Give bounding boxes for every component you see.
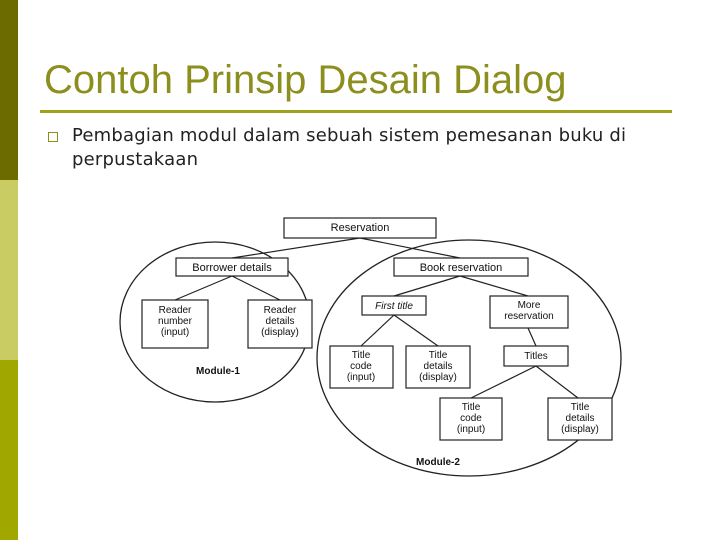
reader-details-line-1: Reader xyxy=(263,305,297,316)
title-details-1-line-3: (display) xyxy=(419,372,457,383)
reader-details-line-3: (display) xyxy=(261,327,299,338)
slide-title: Contoh Prinsip Desain Dialog xyxy=(44,58,567,102)
title-code-2-line-1: Title xyxy=(461,402,481,413)
more-reservation-line-1: More xyxy=(517,300,541,311)
bullet-text: Pembagian modul dalam sebuah sistem pemesanan buku di perpustakaan xyxy=(72,125,627,170)
reader-number-line-1: Reader xyxy=(158,305,192,316)
titles-label: Titles xyxy=(524,351,548,362)
title-code-1-line-3: (input) xyxy=(346,372,376,383)
more-reservation-line-2: reservation xyxy=(504,311,554,322)
module-1-label: Module-1 xyxy=(196,366,240,377)
title-details-1-line-2: details xyxy=(423,361,453,372)
book-reservation-label: Book reservation xyxy=(419,262,503,274)
title-details-2-line-3: (display) xyxy=(561,424,599,435)
reader-number-line-3: (input) xyxy=(160,327,190,338)
title-code-2-line-3: (input) xyxy=(456,424,486,435)
reader-details-line-2: details xyxy=(265,316,295,327)
title-code-2-line-2: code xyxy=(460,413,482,424)
first-title-label: First title xyxy=(375,301,413,312)
title-code-1-line-1: Title xyxy=(351,350,371,361)
title-details-2-line-2: details xyxy=(565,413,595,424)
borrower-details-label: Borrower details xyxy=(192,262,272,274)
title-details-1-line-1: Title xyxy=(428,350,448,361)
title-code-1-line-2: code xyxy=(350,361,372,372)
reservation-label: Reservation xyxy=(330,222,390,234)
title-details-2-line-1: Title xyxy=(570,402,590,413)
reader-number-line-2: number xyxy=(158,316,192,327)
module-2-label: Module-2 xyxy=(416,457,460,468)
